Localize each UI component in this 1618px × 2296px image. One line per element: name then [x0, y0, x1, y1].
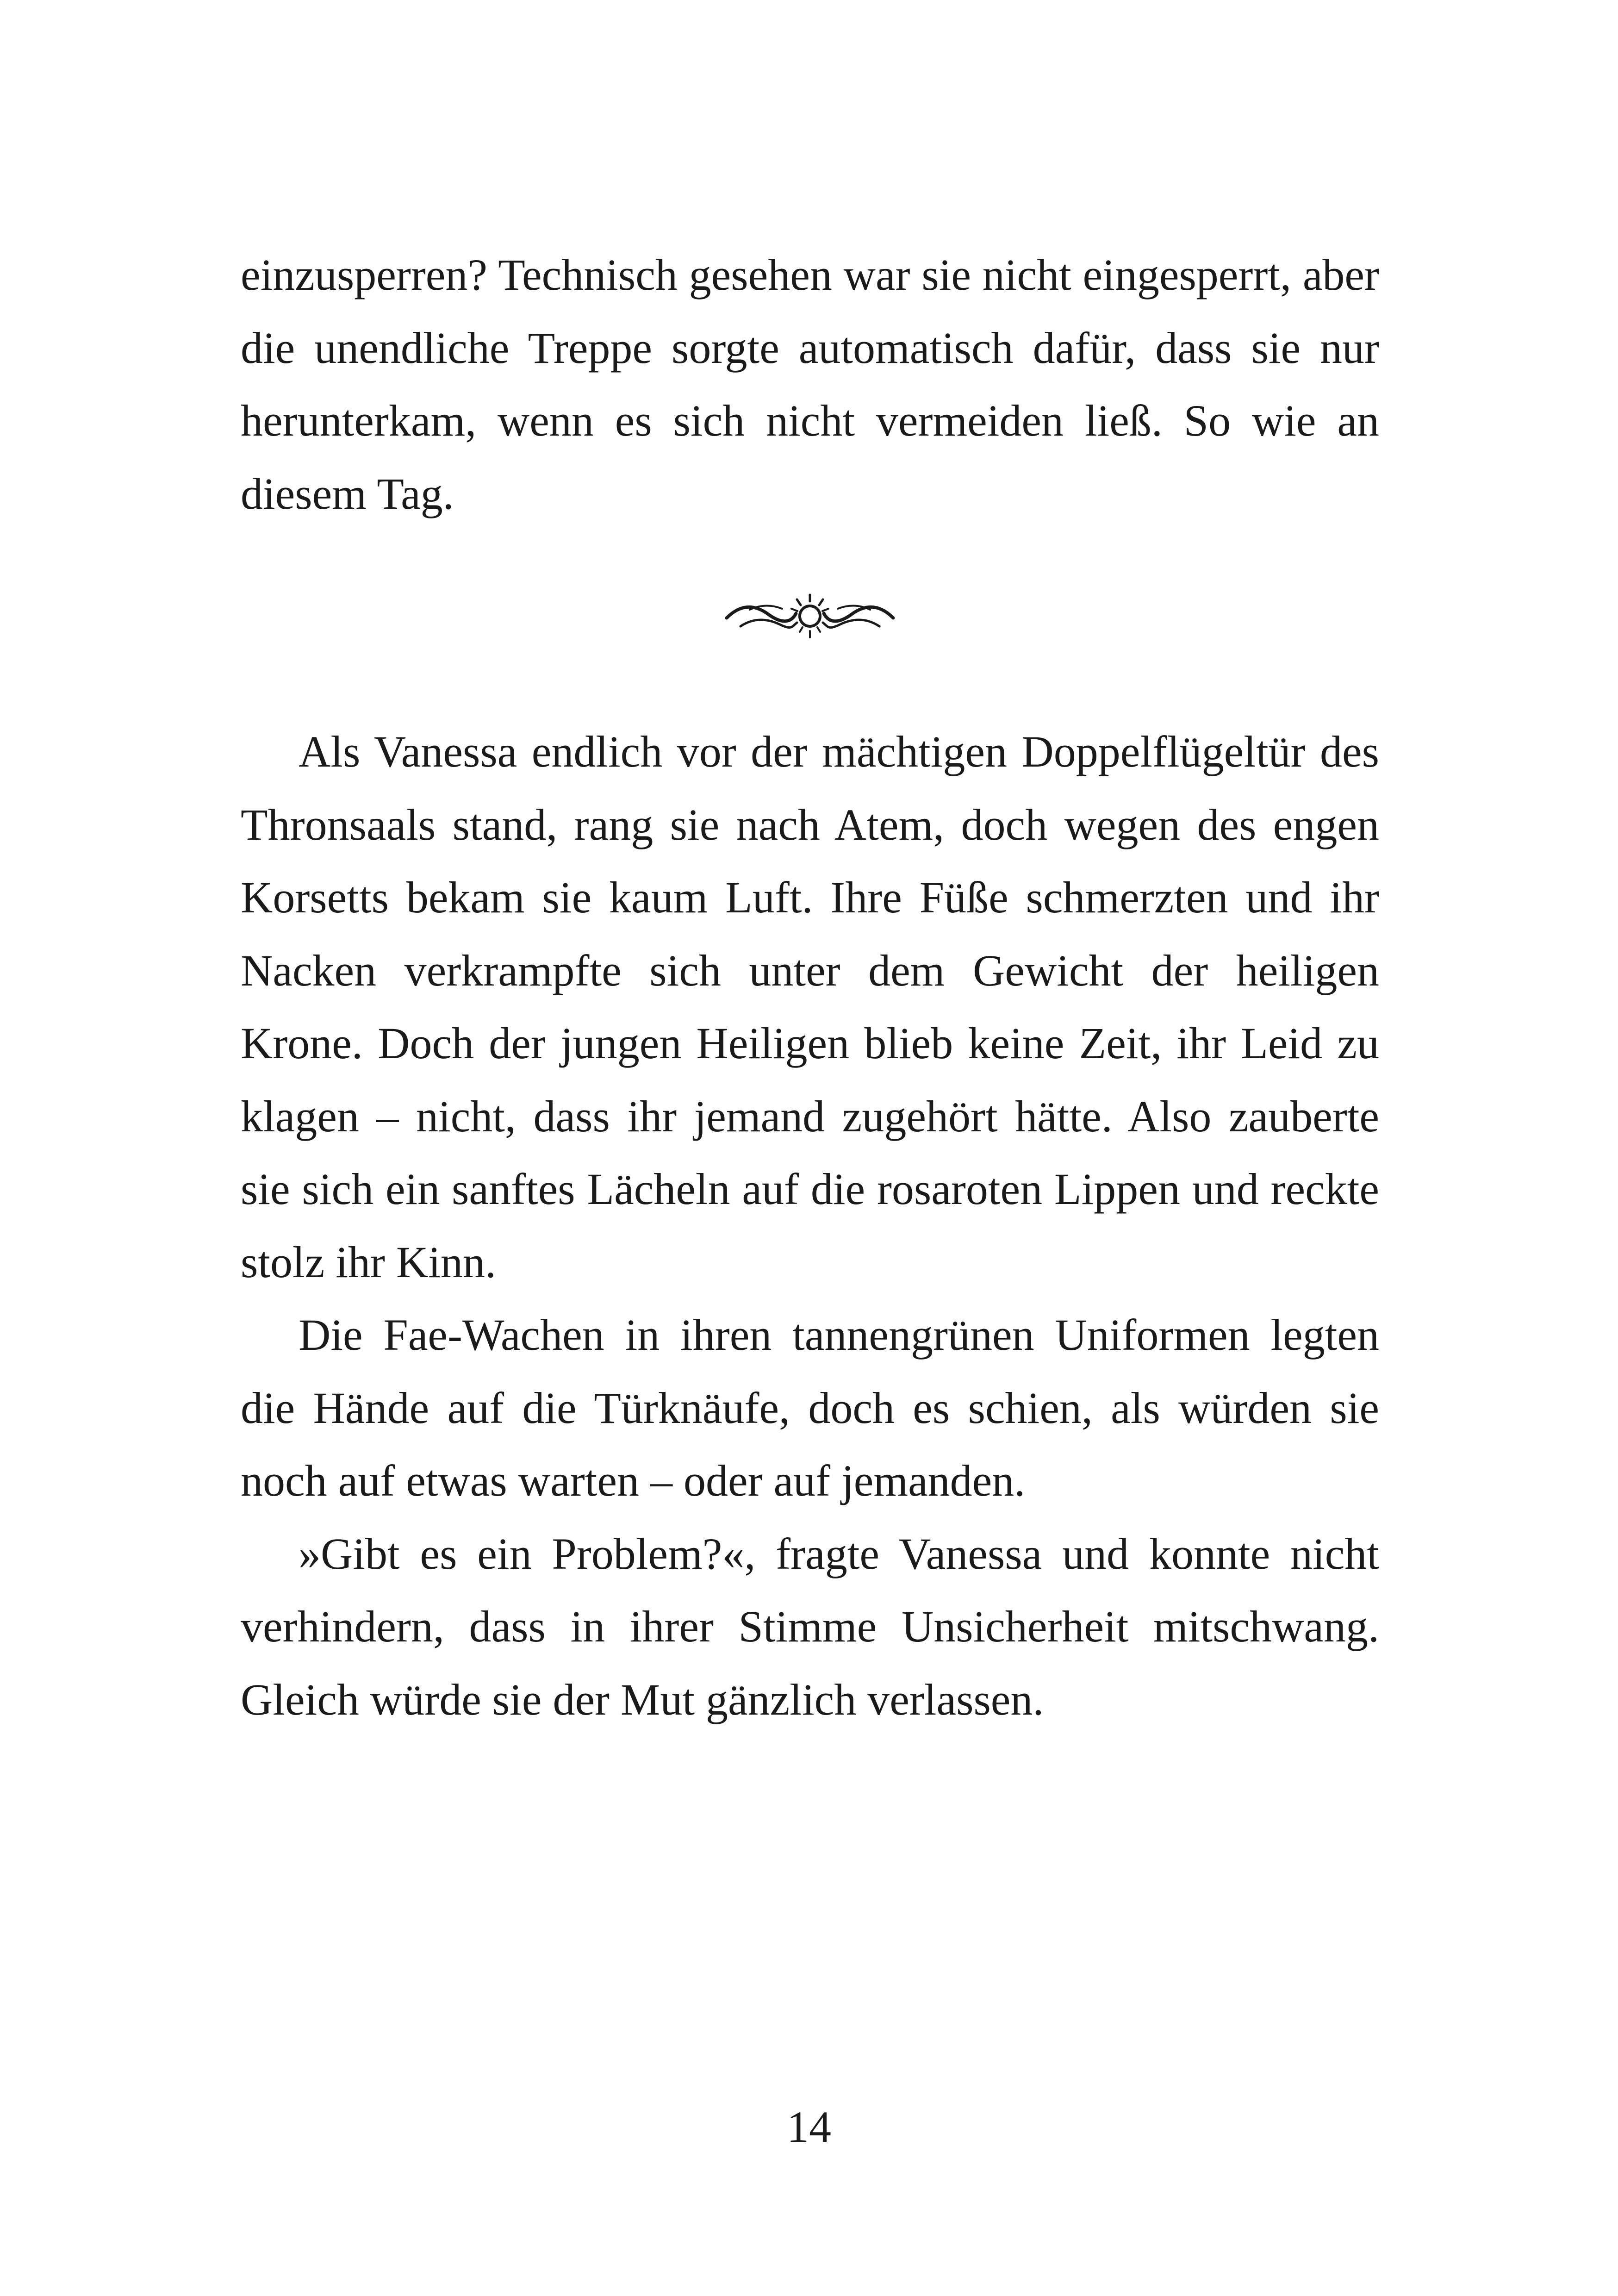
paragraph-problem-question: »Gibt es ein Problem?«, fragte Vanessa und konnte nicht verhindern, dass in ihrer Stimme Unsicherheit mitschwang. Gleich würde sie der Mut gänzlich verlassen.: [241, 1529, 1379, 1724]
paragraph-fae-guards: Die Fae-Wachen in ihren tannengrünen Uniformen legten die Hände auf die Türknäufe, doch es schien, als würden sie noch auf etwas warten – oder auf jemanden.: [241, 1310, 1379, 1505]
page-number: 14: [787, 2102, 831, 2152]
section-break: [241, 549, 1379, 687]
paragraph-vanessa-door: Als Vanessa endlich vor der mächtigen Doppelflügeltür des Thronsaals stand, rang sie nach Atem, doch wegen des engen Korsetts bekam sie kaum Luft. Ihre Füße schmerzten und ihr Nacken verkrampfte sich unter dem Gewicht der heiligen Krone. Doch der jungen Heiligen blieb keine Zeit, ihr Leid zu klagen – nicht, dass ihr jemand zugehört hätte. Also zauberte sie sich ein sanftes Lächeln auf die rosaroten Lippen und reckte stolz ihr Kinn.: [241, 727, 1379, 1287]
paragraph-continued: einzusperren? Technisch gesehen war sie nicht eingesperrt, aber die unendliche Treppe sorgte automatisch dafür, dass sie nur herunterkam, wenn es sich nicht vermeiden ließ. So wie an diesem Tag.: [241, 250, 1379, 518]
page-body: [241, 238, 1379, 1736]
sun-wave-ornament-icon: [722, 586, 898, 650]
